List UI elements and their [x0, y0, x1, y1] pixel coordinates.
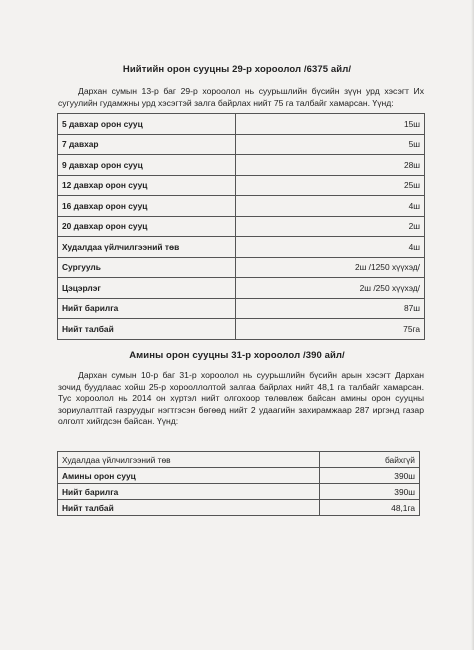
row-value: 390ш [320, 484, 420, 500]
row-label: Худалдаа үйлчилгээний төв [58, 237, 236, 258]
row-label: Сургууль [58, 257, 236, 278]
table-row [58, 484, 420, 500]
table-row [58, 278, 425, 299]
row-label: Нийт талбай [58, 319, 236, 340]
row-label: Нийт талбай [58, 500, 320, 516]
row-value: 75га [236, 319, 425, 340]
table-row [58, 468, 420, 484]
row-label: Нийт барилга [58, 298, 236, 319]
row-value: 15ш [236, 114, 425, 135]
table-row [58, 298, 425, 319]
section2-paragraph: Дархан сумын 10-р баг 31-р хороолол нь суурьшлийн бүсийн арын хэсэгт Дархан зочид буудлаас хойш 25-р хорооллолтой залгаа байрлах нийт 48,1 га талбайг хамарсан. Тус хороолол нь 2014 он хүртэл нийт олгохоор төлөвлөж байсан амины орон сууцны зориулалттай газруудыг нэгтгэсэн бөгөөд нийт 2 удаагийн захирамжаар 287 иргэнд газар олголт хийгдсэн байсан. Үүнд: [58, 370, 424, 427]
section1-title: Нийтийн орон сууцны 29-р хороолол /6375 айл/ [122, 64, 352, 75]
row-value: 4ш [236, 237, 425, 258]
row-label: 5 давхар орон сууц [58, 114, 236, 135]
row-value: 25ш [236, 175, 425, 196]
row-value: 48,1га [320, 500, 420, 516]
row-value: 390ш [320, 468, 420, 484]
table-row [58, 114, 425, 135]
row-value: 2ш /1250 хүүхэд/ [236, 257, 425, 278]
table-row [58, 452, 420, 468]
table-row [58, 500, 420, 516]
table-row [58, 155, 425, 176]
row-label: 16 давхар орон сууц [58, 196, 236, 217]
row-label: 9 давхар орон сууц [58, 155, 236, 176]
table-row [58, 257, 425, 278]
table-row [58, 196, 425, 217]
row-value: 28ш [236, 155, 425, 176]
row-value: 2ш [236, 216, 425, 237]
row-label: 12 давхар орон сууц [58, 175, 236, 196]
row-label: 7 давхар [58, 134, 236, 155]
table-row [58, 216, 425, 237]
row-value: байхгүй [320, 452, 420, 468]
row-label: Худалдаа үйлчилгээний төв [58, 452, 320, 468]
section2-table [57, 451, 420, 516]
section1-paragraph: Дархан сумын 13-р баг 29-р хороолол нь суурьшлийн бүсийн зүүн урд хэсэгт Их сугуулийн гудамжны урд хэсэгтэй залга байрлах нийт 75 га талбайг хамарсан. Үүнд: [58, 86, 424, 108]
row-label: 20 давхар орон сууц [58, 216, 236, 237]
row-value: 87ш [236, 298, 425, 319]
row-value: 2ш /250 хүүхэд/ [236, 278, 425, 299]
row-label: Амины орон сууц [58, 468, 320, 484]
table-row [58, 319, 425, 340]
row-label: Нийт барилга [58, 484, 320, 500]
table-row [58, 237, 425, 258]
table-row [58, 134, 425, 155]
section2-title: Амины орон сууцны 31-р хороолол /390 айл/ [129, 350, 345, 361]
section1-table [57, 113, 425, 340]
row-value: 4ш [236, 196, 425, 217]
table-row [58, 175, 425, 196]
row-value: 5ш [236, 134, 425, 155]
row-label: Цэцэрлэг [58, 278, 236, 299]
